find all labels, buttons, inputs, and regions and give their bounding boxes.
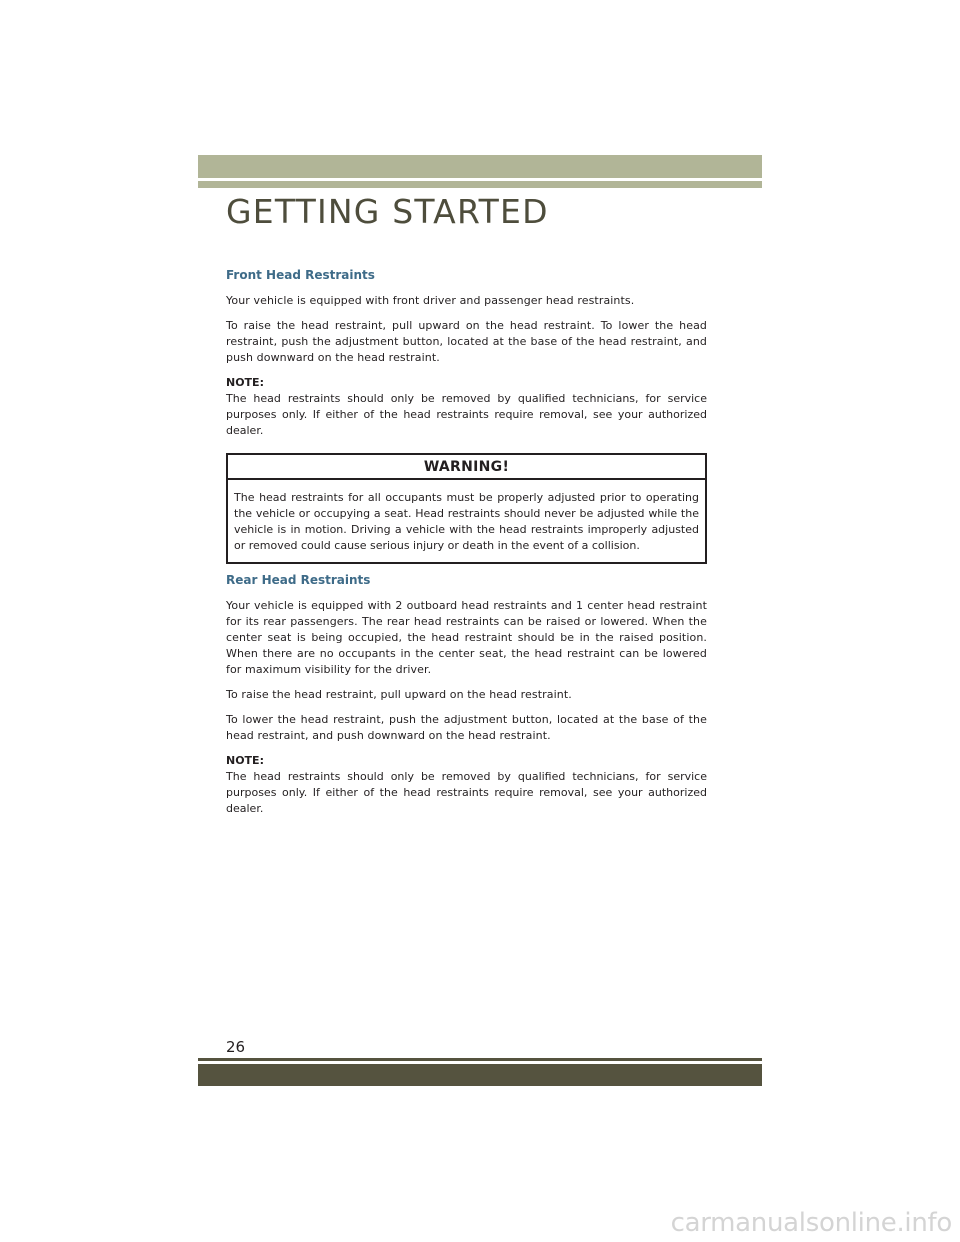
warning-text: The head restraints for all occupants must be properly adjusted prior to operating the vehicle or occupying a seat. Head restraints should never be adjusted while the vehicle is in motion. Driving a vehicle with the head restraints improperly adjusted or removed could cause serious injury or death in the event of a collision. [234, 491, 699, 552]
rear-paragraph-1: Your vehicle is equipped with 2 outboard head restraints and 1 center head restraint for its rear passengers. The rear head restraints can be raised or lowered. When the center seat is being occupied, the head restraint should be in the raised position. When there are no occupants in the center seat, the head restraint can be lowered for maximum visibility for the driver. [226, 599, 707, 676]
front-note-label: NOTE: [226, 376, 264, 389]
rear-paragraph-2: To raise the head restraint, pull upward on the head restraint. [226, 688, 572, 701]
rear-note-text: The head restraints should only be removed by qualified technicians, for service purposes only. If either of the head restraints require removal, see your authorized dealer. [226, 770, 707, 815]
footer-rule [198, 1058, 762, 1061]
page-number: 26 [226, 1038, 246, 1056]
front-note-text: The head restraints should only be removed by qualified technicians, for service purposes only. If either of the head restraints require removal, see your authorized dealer. [226, 392, 707, 437]
rear-paragraph-3: To lower the head restraint, push the adjustment button, located at the base of the head restraint, and push downward on the head restraint. [226, 713, 707, 742]
front-paragraph-1: Your vehicle is equipped with front driver and passenger head restraints. [226, 294, 635, 307]
warning-box [226, 453, 707, 564]
warning-title: WARNING! [228, 455, 705, 480]
front-head-restraints-heading: Front Head Restraints [226, 268, 375, 282]
page-content [226, 266, 707, 831]
rear-note-label: NOTE: [226, 754, 264, 767]
rear-head-restraints-heading: Rear Head Restraints [226, 573, 371, 587]
watermark: carmanualsonline.info [670, 1208, 952, 1238]
header-bar [198, 155, 762, 178]
section-title: GETTING STARTED [226, 192, 549, 231]
header-bar-stripe [198, 181, 762, 188]
footer-bar [198, 1064, 762, 1086]
front-paragraph-2: To raise the head restraint, pull upward on the head restraint. To lower the head restraint, push the adjustment button, located at the base of the head restraint, and push downward on the head restraint. [226, 319, 707, 364]
